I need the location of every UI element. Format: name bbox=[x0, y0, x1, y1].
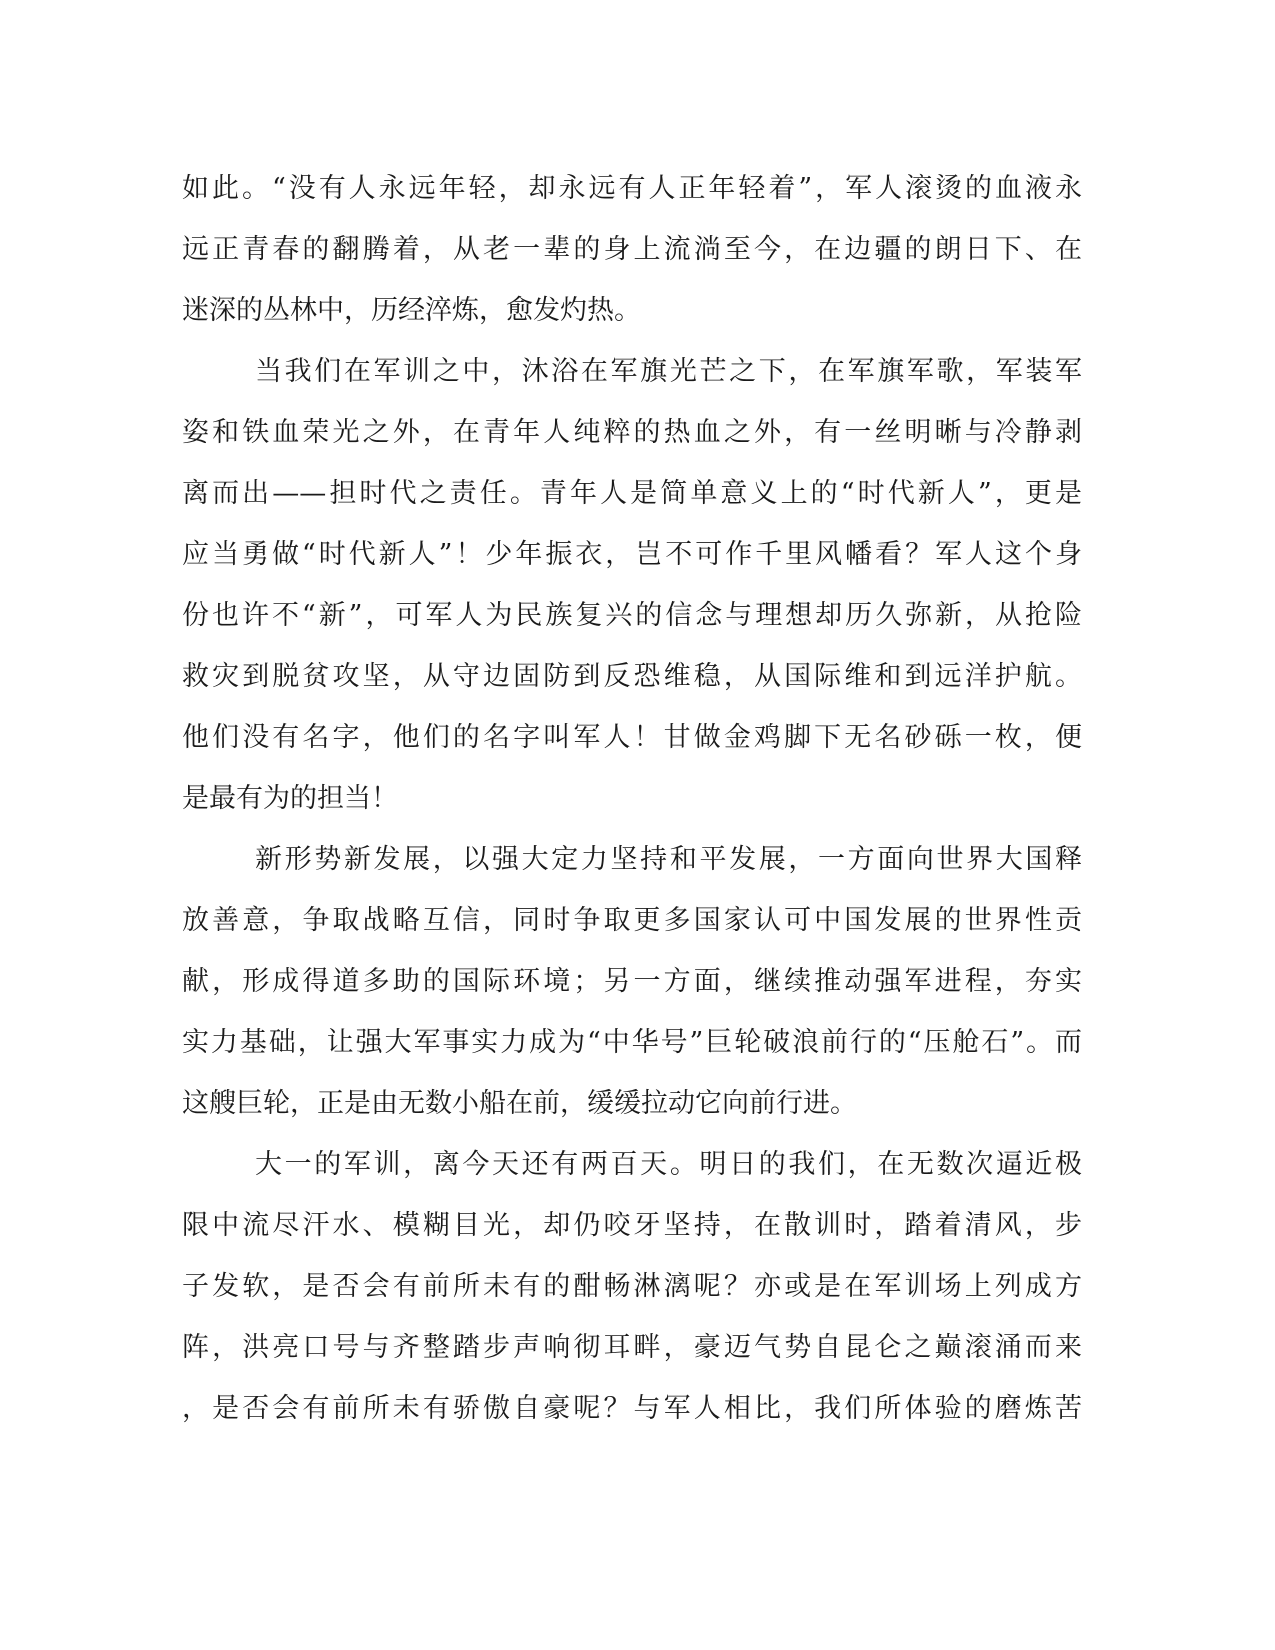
text-line: 是最有为的担当！ bbox=[182, 783, 398, 814]
text-line: 这艘巨轮，正是由无数小船在前，缓缓拉动它向前行进。 bbox=[182, 1088, 857, 1119]
text-line: 献，形成得道多助的国际环境；另一方面，继续推动强军进程，夯实 bbox=[182, 966, 1082, 997]
text-line: 大一的军训，离今天还有两百天。明日的我们，在无数次逼近极 bbox=[255, 1149, 1082, 1180]
paragraph-4 bbox=[182, 1134, 1082, 1439]
text-line: 阵，洪亮口号与齐整踏步声响彻耳畔，豪迈气势自昆仑之巅滚涌而来 bbox=[182, 1332, 1082, 1363]
text-line: 当我们在军训之中，沐浴在军旗光芒之下，在军旗军歌，军装军 bbox=[255, 356, 1082, 387]
text-line: 限中流尽汗水、模糊目光，却仍咬牙坚持，在散训时，踏着清风，步 bbox=[182, 1210, 1082, 1241]
text-line: 离而出——担时代之责任。青年人是简单意义上的“时代新人”，更是 bbox=[182, 478, 1082, 509]
paragraph-3 bbox=[182, 829, 1082, 1134]
text-line: 救灾到脱贫攻坚，从守边固防到反恐维稳，从国际维和到远洋护航。 bbox=[182, 661, 1082, 692]
paragraph-1 bbox=[182, 158, 1082, 341]
text-line: 放善意，争取战略互信，同时争取更多国家认可中国发展的世界性贡 bbox=[182, 905, 1082, 936]
text-line: ，是否会有前所未有骄傲自豪呢？与军人相比，我们所体验的磨炼苦 bbox=[182, 1393, 1082, 1424]
text-line: 实力基础，让强大军事实力成为“中华号”巨轮破浪前行的“压舱石”。而 bbox=[182, 1027, 1082, 1058]
text-line: 如此。“没有人永远年轻，却永远有人正年轻着”，军人滚烫的血液永 bbox=[182, 173, 1082, 204]
text-line: 份也许不“新”，可军人为民族复兴的信念与理想却历久弥新，从抢险 bbox=[182, 600, 1082, 631]
body-text bbox=[182, 158, 1082, 1439]
paragraph-2 bbox=[182, 341, 1082, 829]
text-line: 应当勇做“时代新人”！少年振衣，岂不可作千里风幡看？军人这个身 bbox=[182, 539, 1082, 570]
text-line: 子发软，是否会有前所未有的酣畅淋漓呢？亦或是在军训场上列成方 bbox=[182, 1271, 1082, 1302]
text-line: 他们没有名字，他们的名字叫军人！甘做金鸡脚下无名砂砾一枚，便 bbox=[182, 722, 1082, 753]
text-line: 远正青春的翻腾着，从老一辈的身上流淌至今，在边疆的朗日下、在 bbox=[182, 234, 1082, 265]
text-line: 姿和铁血荣光之外，在青年人纯粹的热血之外，有一丝明晰与冷静剥 bbox=[182, 417, 1082, 448]
text-line: 迷深的丛林中，历经淬炼，愈发灼热。 bbox=[182, 295, 641, 326]
text-line: 新形势新发展，以强大定力坚持和平发展，一方面向世界大国释 bbox=[255, 844, 1082, 875]
